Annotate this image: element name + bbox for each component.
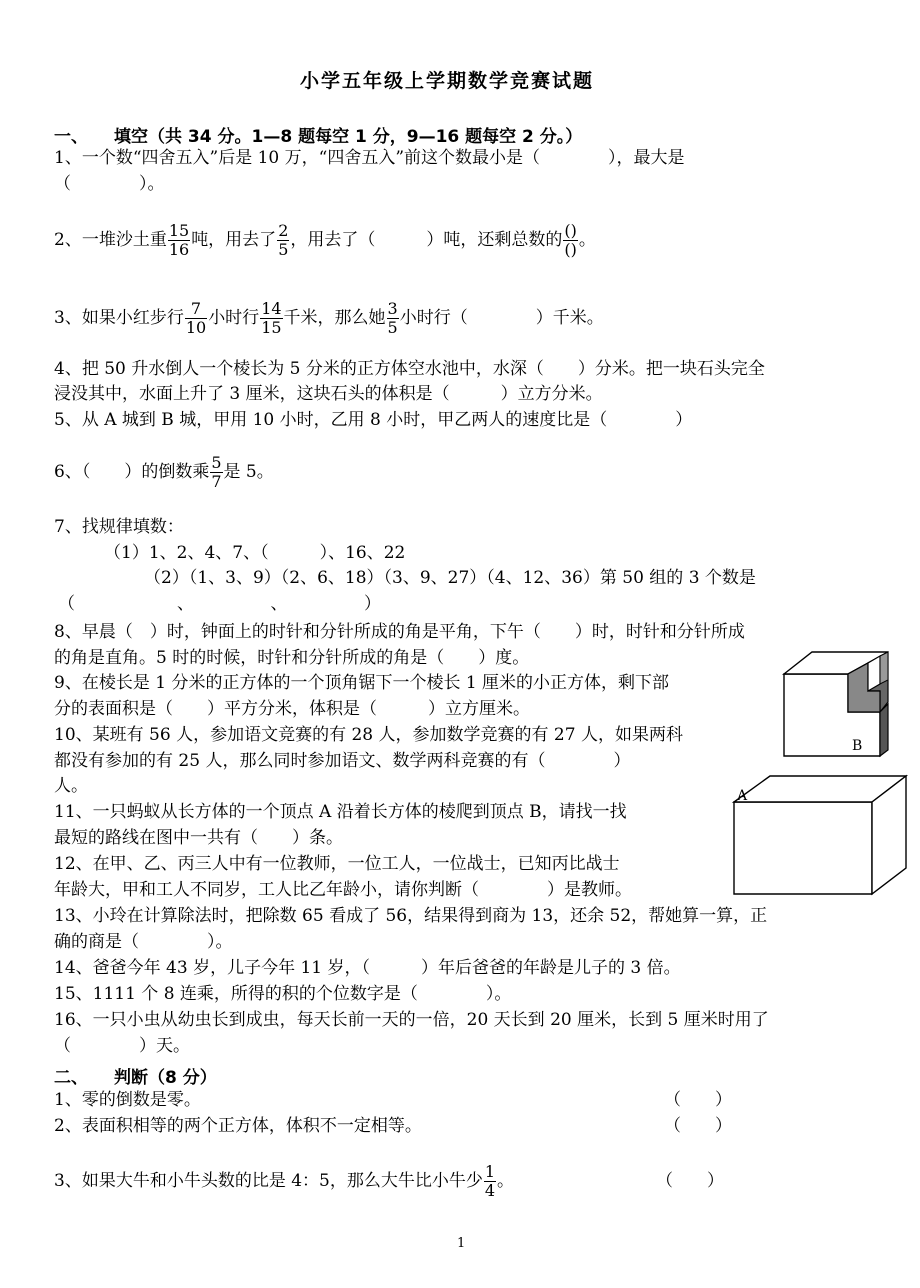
- q2-text-c: ，用去了（ ）吨，还剩总数的: [290, 230, 563, 250]
- j3-mark: （ ）: [656, 1171, 724, 1191]
- cuboid-figure: [730, 772, 910, 900]
- q10-line1: 10、某班有 56 人，参加语文竞赛的有 28 人，参加数学竞赛的有 27 人，如果两科: [54, 725, 683, 745]
- q7-heading: 7、找规律填数：: [54, 517, 184, 537]
- q10-line2: 都没有参加的有 25 人，那么同时参加语文、数学两科竞赛的有（ ）: [54, 751, 631, 771]
- j1-mark: （ ）: [664, 1090, 732, 1110]
- q6-fraction: $\frac{5}{7}$: [211, 453, 222, 491]
- q3-fraction-3: $\frac{3}{5}$: [387, 299, 398, 337]
- q4-line2: 浸没其中，水面上升了 3 厘米，这块石头的体积是（ ）立方分米。: [54, 384, 603, 404]
- q13-line2: 确的商是（ ）。: [54, 932, 233, 952]
- q3-text-a: 3、如果小红步行: [54, 308, 184, 328]
- q9-line2: 分的表面积是（ ）平方分米，体积是（ ）立方厘米。: [54, 699, 530, 719]
- q10-line3: 人。: [54, 776, 88, 796]
- q2-text-a: 2、一堆沙土重: [54, 230, 167, 250]
- q12-line1: 12、在甲、乙、丙三人中有一位教师，一位工人，一位战士，已知丙比战士: [54, 854, 620, 874]
- q6-text-a: 6、（ ）的倒数乘: [54, 462, 210, 482]
- q5: 5、从 A 城到 B 城，甲用 10 小时，乙用 8 小时，甲乙两人的速度比是（ ）: [54, 410, 693, 430]
- q3-text-d: 小时行（ ）千米。: [399, 308, 604, 328]
- q16-line1: 16、一只小虫从幼虫长到成虫，每天长前一天的一倍，20 天长到 20 厘米，长到 5 厘米时用了: [54, 1010, 769, 1030]
- q2-fraction-2: $\frac{2}{5}$: [278, 221, 289, 259]
- q7-part2: （2）（1、3、9）（2、6、18）（3、9、27）（4、12、36）第 50 组的 3 个数是: [144, 568, 756, 588]
- q11-line1: 11、一只蚂蚁从长方体的一个顶点 A 沿着长方体的棱爬到顶点 B，请找一找: [54, 802, 627, 822]
- q3-text-c: 千米，那么她: [283, 308, 386, 328]
- q4-line1: 4、把 50 升水倒人一个棱长为 5 分米的正方体空水池中，水深（ ）分米。把一块石头完全: [54, 359, 765, 379]
- j3-text-a: 3、如果大牛和小牛头数的比是 4：5，那么大牛比小牛少: [54, 1171, 483, 1191]
- q7-part2-answer: （ 、 、 ）: [58, 594, 381, 614]
- q2-fraction-3: $\frac{()}{()}$: [564, 221, 577, 259]
- cut-cube-figure: [780, 646, 900, 764]
- q8-line2: 的角是直角。5 时的时候，时针和分针所成的角是（ ）度。: [54, 648, 530, 668]
- q3-fraction-2: $\frac{14}{15}$: [261, 299, 282, 337]
- j3-fraction: $\frac{1}{4}$: [484, 1162, 496, 1200]
- q2-text-d: 。: [578, 230, 596, 250]
- q3: [54, 292, 604, 344]
- q2-text-b: 吨，用去了: [191, 230, 277, 250]
- q7-part1: （1）1、2、4、7、（ ）、16、22: [104, 543, 406, 563]
- q1-line1: 1、一个数“四舍五入”后是 10 万，“四舍五入”前这个数最小是（ ），最大是: [54, 148, 685, 168]
- q16-line2: （ ）天。: [54, 1036, 190, 1056]
- cut-cube-label: B: [852, 738, 863, 754]
- q12-line2: 年龄大，甲和工人不同岁，工人比乙年龄小，请你判断（ ）是教师。: [54, 880, 632, 900]
- q2-fraction-1: $\frac{15}{16}$: [168, 221, 190, 259]
- q1-line2: （ ）。: [54, 174, 165, 194]
- j3: [54, 1155, 514, 1207]
- j2-mark: （ ）: [664, 1116, 732, 1136]
- q6-text-b: 是 5。: [223, 462, 274, 482]
- q13-line1: 13、小玲在计算除法时，把除数 65 看成了 56，结果得到商为 13，还余 52，帮她算一算，正: [54, 906, 768, 926]
- q6: [54, 446, 274, 498]
- q11-line2: 最短的路线在图中一共有（ ）条。: [54, 828, 343, 848]
- q3-fraction-1: $\frac{7}{10}$: [185, 299, 207, 337]
- section1-number: 一、: [54, 127, 88, 147]
- section1-title: 填空（共 34 分。1—8 题每空 1 分，9—16 题每空 2 分。）: [114, 127, 583, 147]
- j2-text: 2、表面积相等的两个正方体，体积不一定相等。: [54, 1116, 422, 1136]
- vertex-a-label: A: [737, 788, 748, 804]
- q2: [54, 214, 596, 266]
- j1-text: 1、零的倒数是零。: [54, 1090, 201, 1110]
- page-title: 小学五年级上学期数学竞赛试题: [300, 70, 595, 92]
- page-number: 1: [457, 1236, 466, 1251]
- q9-line1: 9、在棱长是 1 分米的正方体的一个顶角锯下一个棱长 1 厘米的小正方体，剩下部: [54, 673, 670, 693]
- q3-text-b: 小时行: [208, 308, 260, 328]
- q15: 15、1111 个 8 连乘，所得的积的个位数字是（ ）。: [54, 984, 512, 1004]
- section2-title: 判断（8 分）: [114, 1068, 217, 1088]
- j3-text-b: 。: [497, 1171, 515, 1191]
- q8-line1: 8、早晨（ ）时，钟面上的时针和分针所成的角是平角，下午（ ）时，时针和分针所成: [54, 622, 745, 642]
- q14: 14、爸爸今年 43 岁，儿子今年 11 岁，（ ）年后爸爸的年龄是儿子的 3 倍。: [54, 958, 681, 978]
- section2-number: 二、: [54, 1068, 88, 1088]
